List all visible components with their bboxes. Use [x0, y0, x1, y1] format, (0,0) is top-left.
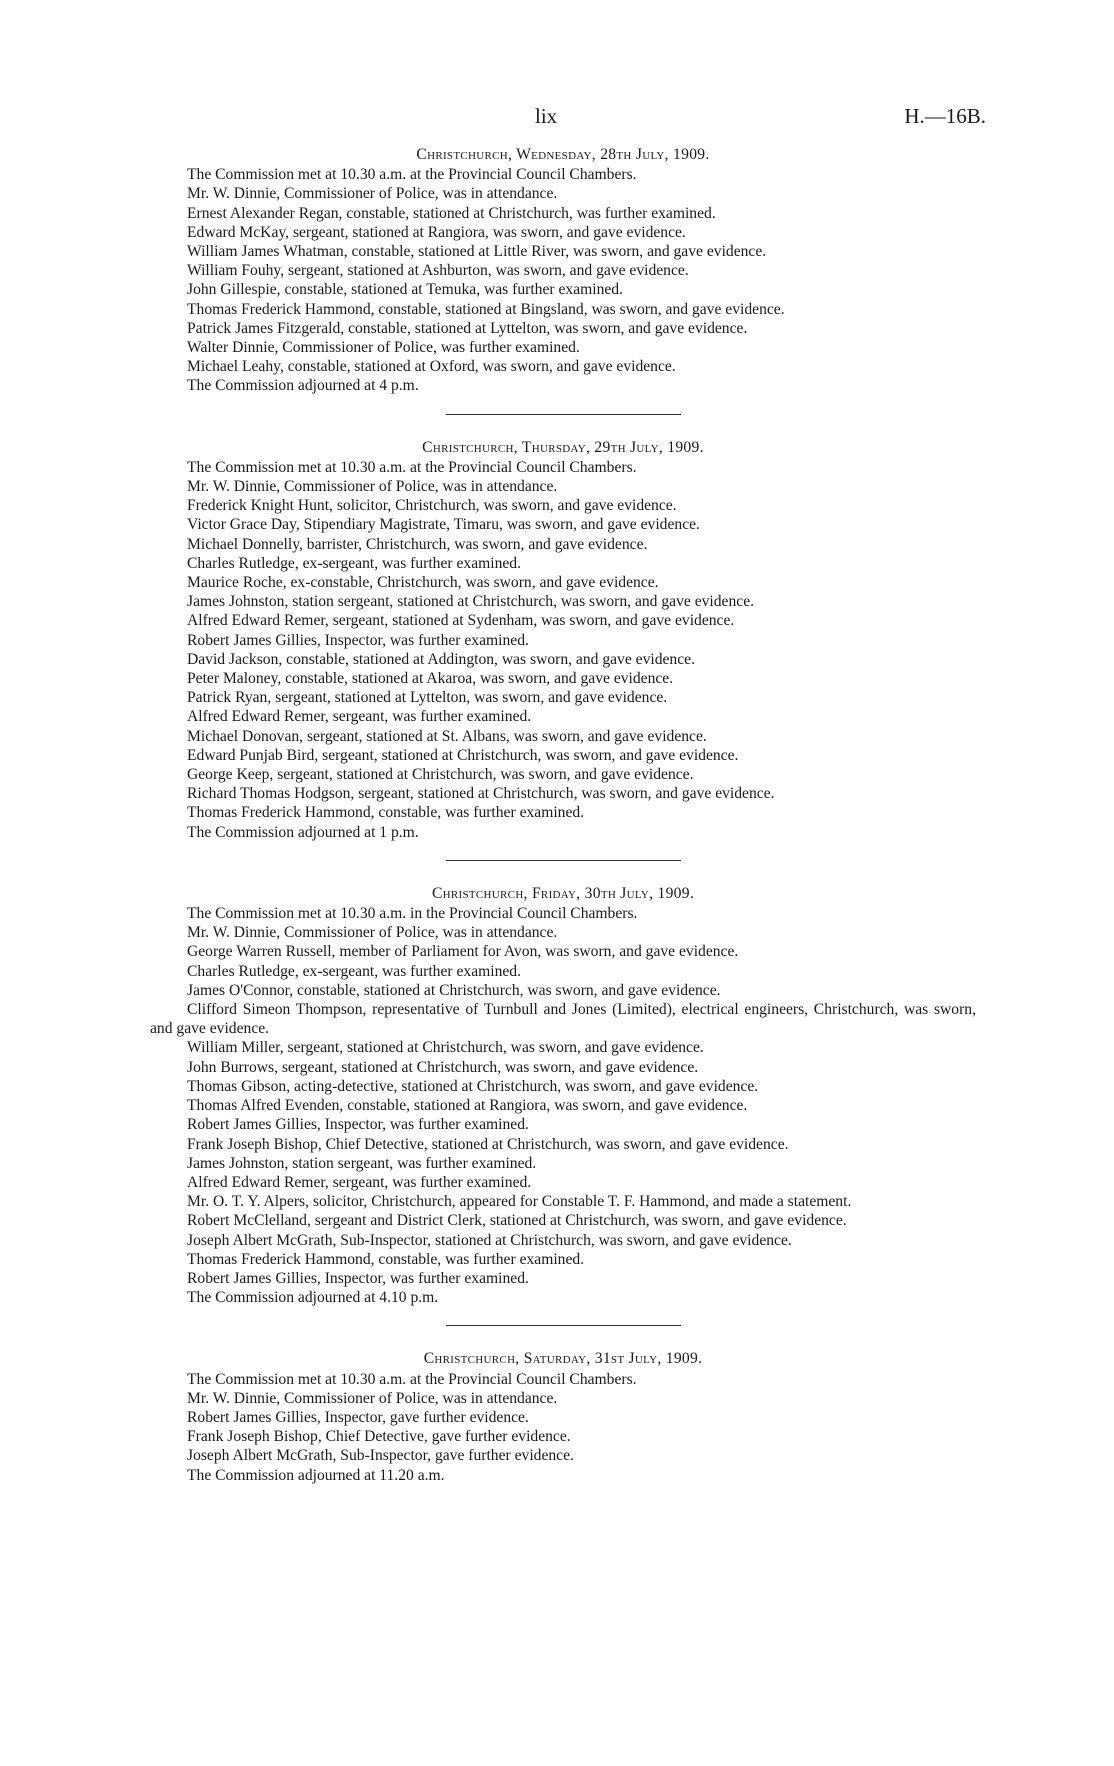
minutes-entry: Mr. W. Dinnie, Commissioner of Police, was in attendance.: [187, 924, 558, 942]
minutes-entry: The Commission adjourned at 11.20 a.m.: [187, 1466, 445, 1484]
minutes-entry: Mr. W. Dinnie, Commissioner of Police, was in attendance.: [187, 185, 558, 203]
minutes-entry: The Commission adjourned at 1 p.m.: [187, 823, 419, 841]
minutes-entry: The Commission adjourned at 4 p.m.: [187, 377, 419, 395]
minutes-section: [150, 1349, 976, 1484]
minutes-entry: Alfred Edward Remer, sergeant, was further examined.: [187, 1173, 532, 1191]
minutes-entry: The Commission met at 10.30 a.m. at the Provincial Council Chambers.: [187, 1370, 637, 1388]
minutes-section: [150, 145, 976, 396]
minutes-body: [150, 145, 976, 1485]
minutes-entry: The Commission met at 10.30 a.m. at the Provincial Council Chambers.: [187, 166, 637, 184]
minutes-entry: Charles Rutledge, ex-sergeant, was further examined.: [187, 554, 521, 572]
minutes-entry: Robert McClelland, sergeant and District Clerk, stationed at Christchurch, was sworn, and gave evidence.: [187, 1212, 847, 1230]
page-number: lix: [535, 104, 558, 128]
minutes-entry: James Johnston, station sergeant, was further examined.: [187, 1154, 537, 1172]
minutes-entry: Joseph Albert McGrath, Sub-Inspector, gave further evidence.: [187, 1447, 574, 1465]
section-divider: [446, 414, 681, 415]
minutes-entry: Frederick Knight Hunt, solicitor, Christchurch, was sworn, and gave evidence.: [187, 497, 677, 515]
minutes-entry: John Gillespie, constable, stationed at Temuka, was further examined.: [187, 281, 623, 299]
minutes-entry: James O'Connor, constable, stationed at Christchurch, was sworn, and gave evidence.: [187, 981, 721, 999]
section-divider: [446, 1325, 681, 1326]
minutes-entry: Edward McKay, sergeant, stationed at Rangiora, was sworn, and gave evidence.: [187, 223, 686, 241]
section-title: Christchurch, Friday, 30th July, 1909.: [431, 884, 695, 902]
minutes-entry: Mr. W. Dinnie, Commissioner of Police, was in attendance.: [187, 1389, 558, 1407]
minutes-entry: William James Whatman, constable, stationed at Little River, was sworn, and gave evidence.: [187, 243, 767, 260]
minutes-entry: Robert James Gillies, Inspector, gave further evidence.: [187, 1408, 529, 1426]
minutes-entry: Joseph Albert McGrath, Sub-Inspector, stationed at Christchurch, was sworn, and gave evidence.: [187, 1231, 792, 1249]
section-divider: [446, 860, 681, 861]
minutes-section: [150, 438, 976, 842]
page-header: [0, 104, 1114, 134]
minutes-entry: David Jackson, constable, stationed at Addington, was sworn, and gave evidence.: [187, 650, 695, 668]
minutes-entry: Thomas Gibson, acting-detective, stationed at Christchurch, was sworn, and gave evidence.: [187, 1077, 759, 1095]
minutes-section: [150, 884, 976, 1307]
minutes-entry: Alfred Edward Remer, sergeant, stationed at Sydenham, was sworn, and gave evidence.: [187, 612, 735, 630]
minutes-entry: Mr. O. T. Y. Alpers, solicitor, Christchurch, appeared for Constable T. F. Hammond, and made a statement.: [187, 1193, 852, 1211]
minutes-entry: Patrick Ryan, sergeant, stationed at Lyttelton, was sworn, and gave evidence.: [187, 689, 668, 707]
minutes-entry: Frank Joseph Bishop, Chief Detective, gave further evidence.: [187, 1428, 571, 1446]
minutes-entry: Peter Maloney, constable, stationed at Akaroa, was sworn, and gave evidence.: [187, 670, 674, 688]
minutes-entry: William Fouhy, sergeant, stationed at Ashburton, was sworn, and gave evidence.: [187, 262, 689, 280]
minutes-entry: Robert James Gillies, Inspector, was further examined.: [187, 1269, 529, 1287]
minutes-entry: The Commission met at 10.30 a.m. in the Provincial Council Chambers.: [187, 905, 638, 923]
minutes-entry: Frank Joseph Bishop, Chief Detective, stationed at Christchurch, was sworn, and gave evidence.: [187, 1135, 789, 1153]
minutes-entry: Ernest Alexander Regan, constable, stationed at Christchurch, was further examined.: [187, 204, 716, 222]
minutes-entry: Michael Donovan, sergeant, stationed at St. Albans, was sworn, and gave evidence.: [187, 727, 707, 745]
minutes-entry: Robert James Gillies, Inspector, was further examined.: [187, 1116, 529, 1134]
minutes-entry: Victor Grace Day, Stipendiary Magistrate, Timaru, was sworn, and gave evidence.: [187, 516, 700, 534]
minutes-entry: John Burrows, sergeant, stationed at Christchurch, was sworn, and gave evidence.: [187, 1058, 699, 1076]
minutes-entry: Robert James Gillies, Inspector, was further examined.: [187, 631, 529, 649]
minutes-entry: William Miller, sergeant, stationed at Christchurch, was sworn, and gave evidence.: [187, 1039, 704, 1057]
minutes-entry: George Keep, sergeant, stationed at Christchurch, was sworn, and gave evidence.: [187, 766, 694, 784]
section-title: Christchurch, Saturday, 31st July, 1909.: [423, 1350, 703, 1368]
minutes-entry: Maurice Roche, ex-constable, Christchurch, was sworn, and gave evidence.: [187, 574, 659, 592]
minutes-entry: Charles Rutledge, ex-sergeant, was further examined.: [187, 962, 521, 980]
minutes-entry: James Johnston, station sergeant, stationed at Christchurch, was sworn, and gave evidence.: [187, 593, 755, 611]
minutes-entry: Thomas Frederick Hammond, constable, was further examined.: [187, 804, 585, 822]
minutes-entry: Thomas Alfred Evenden, constable, stationed at Rangiora, was sworn, and gave evidence.: [187, 1097, 748, 1115]
section-title: Christchurch, Wednesday, 28th July, 1909.: [416, 146, 710, 163]
minutes-entry: Thomas Frederick Hammond, constable, was further examined.: [187, 1250, 585, 1268]
minutes-entry: Michael Leahy, constable, stationed at Oxford, was sworn, and gave evidence.: [187, 358, 676, 376]
minutes-entry: Alfred Edward Remer, sergeant, was further examined.: [187, 708, 532, 726]
minutes-entry: Richard Thomas Hodgson, sergeant, stationed at Christchurch, was sworn, and gave evidence.: [187, 785, 775, 803]
minutes-entry: Mr. W. Dinnie, Commissioner of Police, was in attendance.: [187, 478, 558, 496]
document-reference: H.—16B.: [904, 104, 986, 128]
minutes-entry: The Commission met at 10.30 a.m. at the Provincial Council Chambers.: [187, 458, 637, 476]
minutes-entry: Clifford Simeon Thompson, representative of Turnbull and Jones (Limited), electrical engineers, Christchurch, was sworn, and gave evidence.: [150, 1001, 976, 1038]
minutes-entry: George Warren Russell, member of Parliament for Avon, was sworn, and gave evidence.: [187, 943, 739, 961]
minutes-entry: Thomas Frederick Hammond, constable, stationed at Bingsland, was sworn, and gave evidence.: [187, 300, 785, 318]
minutes-entry: Edward Punjab Bird, sergeant, stationed at Christchurch, was sworn, and gave evidence.: [187, 746, 739, 764]
minutes-entry: The Commission adjourned at 4.10 p.m.: [187, 1289, 439, 1307]
minutes-entry: Patrick James Fitzgerald, constable, stationed at Lyttelton, was sworn, and gave evidence.: [187, 319, 748, 337]
section-title: Christchurch, Thursday, 29th July, 1909.: [422, 438, 704, 456]
minutes-entry: Walter Dinnie, Commissioner of Police, was further examined.: [187, 339, 580, 357]
minutes-entry: Michael Donnelly, barrister, Christchurch, was sworn, and gave evidence.: [187, 535, 648, 553]
